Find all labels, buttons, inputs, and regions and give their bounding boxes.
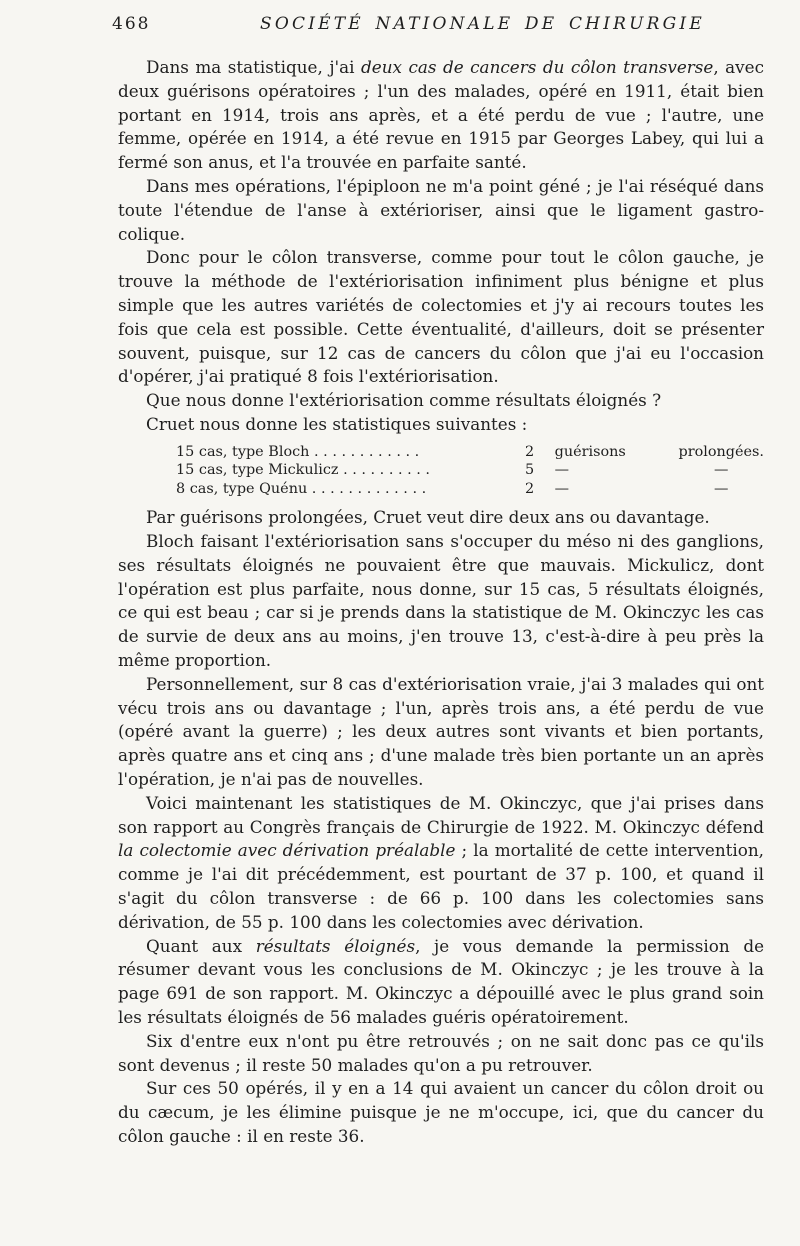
italic-phrase: la colectomie avec dérivation préalable bbox=[118, 840, 456, 861]
table-cell: prolongées. bbox=[678, 443, 764, 460]
paragraph: Donc pour le côlon transverse, comme pour tout le côlon gauche, je trouve la méthode de l'extériorisation infiniment plus bénigne et plus simple que les autres variétés de colectomies et j'y ai recours toutes les fois que cela est possible. Cette éventualité, d'ailleurs, doit se présenter souvent, puisque, sur 12 cas de cancers du côlon que j'ai eu l'occasion d'opérer, j'ai pratiqué 8 fois l'extériorisation. bbox=[118, 247, 764, 387]
paragraph-text: Quant aux bbox=[146, 935, 256, 956]
table-cell: — bbox=[714, 462, 729, 479]
paragraph bbox=[118, 56, 764, 175]
table-cell: 2 bbox=[524, 480, 535, 497]
italic-phrase: résultats éloignés bbox=[255, 935, 416, 956]
table-row bbox=[176, 480, 764, 499]
paragraph: Bloch faisant l'extériorisation sans s'occuper du méso ni des ganglions, ses résultats éloignés ne pouvaient être que mauvais. Mickulicz, dont l'opération est plus parfaite, nous donne, sur 15 cas, 5 résultats éloignés, ce qui est beau ; car si je prends dans la statistique de M. Okinczyc les cas de survie de deux ans au moins, j'en trouve 13, c'est-à-dire à peu près la même proportion. bbox=[118, 531, 764, 671]
paragraph: Personnellement, sur 8 cas d'extériorisation vraie, j'ai 3 malades qui ont vécu trois ans ou davantage ; l'un, après trois ans, a été perdu de vue (opéré avant la guerre) ; les deux autres sont vivants et bien portants, après quatre ans et cinq ans ; d'une malade très bien portante un an après l'opération, je n'ai pas de nouvelles. bbox=[118, 673, 764, 790]
table-cell: 5 bbox=[524, 462, 535, 479]
paragraph-text: , avec deux guérisons opératoires ; l'un des malades, opéré en 1911, était bien portant en 1914, trois ans après, et a été perdu de vue ; l'autre, une femme, opérée en 1914, a été revue en 1915 par Georges Labey, qui lui a fermé son anus, et l'a trouvée en parfaite santé. bbox=[118, 57, 764, 173]
table-row bbox=[176, 443, 764, 462]
table-cell: — bbox=[714, 480, 729, 497]
paragraph: Six d'entre eux n'ont pu être retrouvés ; on ne sait donc pas ce qu'ils sont devenus ; il reste 50 malades qu'on a pu retrouver. bbox=[118, 1030, 764, 1075]
table-cell: 8 cas, type Quénu . . . . . . . . . . . . . bbox=[176, 480, 427, 497]
body-text bbox=[118, 56, 764, 1149]
running-title: SOCIÉTÉ NATIONALE DE CHIRURGIE bbox=[260, 14, 705, 34]
table-row bbox=[176, 461, 764, 480]
paragraph: Sur ces 50 opérés, il y en a 14 qui avaient un cancer du côlon droit ou du cæcum, je les élimine puisque je ne m'occupe, ici, que du cancer du côlon gauche : il en reste 36. bbox=[118, 1078, 764, 1146]
table-cell: — bbox=[554, 462, 569, 479]
cruet-statistics-table bbox=[176, 443, 764, 499]
table-cell: 2 bbox=[524, 443, 535, 460]
table-cell: 15 cas, type Mickulicz . . . . . . . . . . bbox=[176, 462, 430, 479]
table-cell: 15 cas, type Bloch . . . . . . . . . . . . bbox=[176, 443, 420, 460]
paragraph: Par guérisons prolongées, Cruet veut dire deux ans ou davantage. bbox=[146, 507, 710, 528]
table-cell: — bbox=[554, 480, 569, 497]
page-header bbox=[112, 14, 762, 44]
paragraph-text: Dans ma statistique, j'ai bbox=[146, 57, 362, 77]
page-number: 468 bbox=[112, 14, 151, 34]
italic-phrase: deux cas de cancers du côlon transverse bbox=[361, 57, 714, 77]
paragraph bbox=[118, 935, 764, 1030]
paragraph-text: , je vous demande la permission de résumer devant vous les conclusions de M. Okinczyc ; je les trouve à la page 691 de son rapport. M. Okinczyc a dépouillé avec le plus grand soin les résultats éloignés de 56 malades guéris opératoirement. bbox=[118, 935, 764, 1027]
table-cell: guérisons bbox=[554, 443, 626, 460]
paragraph: Que nous donne l'extériorisation comme résultats éloignés ? bbox=[146, 390, 662, 411]
paragraph-text: Voici maintenant les statistiques de M. Okinczyc, que j'ai prises dans son rapport au Congrès français de Chirurgie de 1922. M. Okinczyc défend bbox=[118, 792, 764, 837]
paragraph bbox=[118, 792, 764, 935]
paragraph: Cruet nous donne les statistiques suivantes : bbox=[146, 413, 528, 434]
paragraph: Dans mes opérations, l'épiploon ne m'a point géné ; je l'ai réséqué dans toute l'étendue de l'anse à extérioriser, ainsi que le ligament gastro-colique. bbox=[118, 175, 764, 244]
paragraph-text: ; la mortalité de cette intervention, comme je l'ai dit précédemment, est pourtant de 37 p. 100, et quand il s'agit du côlon transverse : de 66 p. 100 dans les colectomies sans dérivation, de 55 p. 100 dans les colectomies avec dérivation. bbox=[118, 840, 764, 932]
